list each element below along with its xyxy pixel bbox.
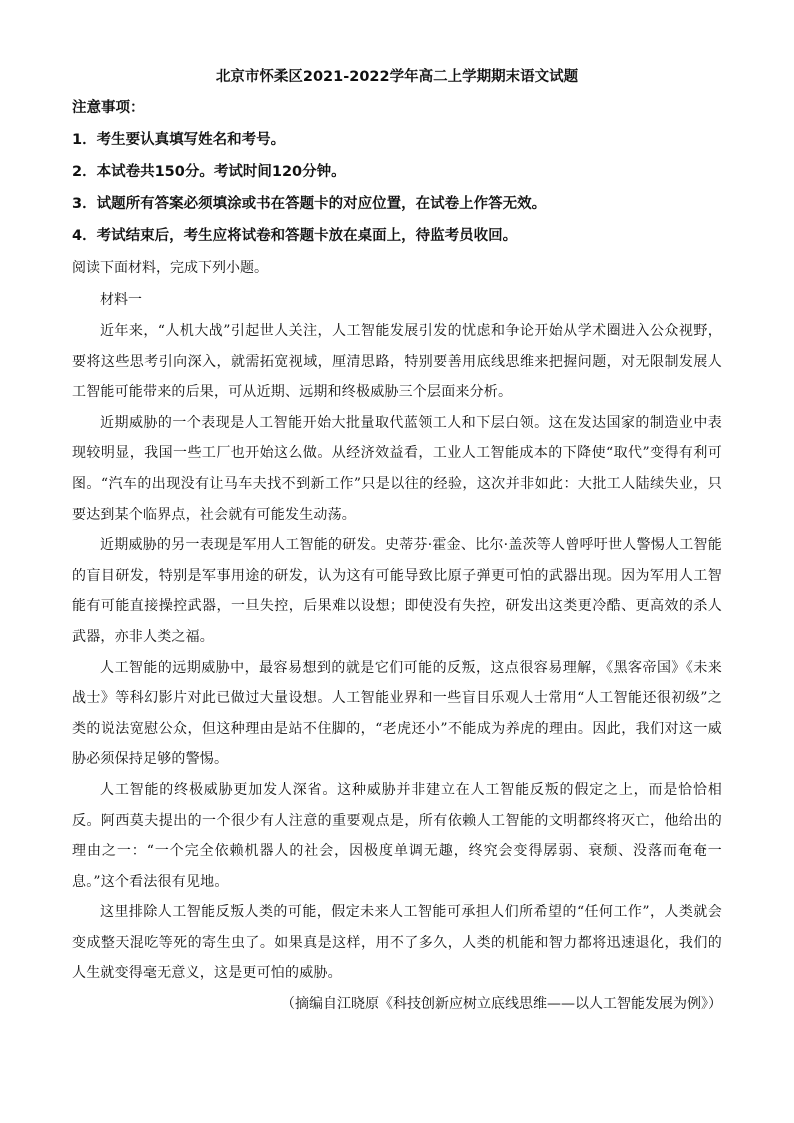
paragraph: 人工智能的终极威胁更加发人深省。这种威胁并非建立在人工智能反叛的假定之上，而是恰恰相反。阿西莫夫提出的一个很少有人注意的重要观点是，所有依赖人工智能的文明都终将灭亡，他给出的理由之一：“一个完全依赖机器人的社会，因极度单调无趣，终究会变得孱弱、衰颓、没落而奄奄一息。”这个看法很有见地。 (72, 781, 722, 890)
material-label: 材料一 (100, 292, 142, 308)
paragraph: 这里排除人工智能反叛人类的可能，假定未来人工智能可承担人们所希望的“任何工作”，人类就会变成整天混吃等死的寄生虫了。如果真是这样，用不了多久，人类的机能和智力都将迅速退化，我们的人生就变得毫无意义，这是更可怕的威胁。 (72, 904, 722, 982)
page-title: 北京市怀柔区2021-2022学年高二上学期期末语文试题 (215, 69, 579, 85)
notice-heading: 注意事项： (72, 100, 145, 116)
source-citation: （摘编自江晓原《科技创新应树立底线思维——以人工智能发展为例》） (281, 996, 722, 1013)
reading-instruction: 阅读下面材料，完成下列小题。 (72, 260, 268, 276)
exam-page (72, 60, 722, 1019)
notice-item-2: 2．本试卷共150分。考试时间120分钟。 (72, 164, 346, 180)
notice-item-1: 1．考生要认真填写姓名和考号。 (72, 132, 286, 148)
paragraph: 近期威胁的另一表现是军用人工智能的研发。史蒂芬·霍金、比尔·盖茨等人曾呼吁世人警惕人工智能的盲目研发，特别是军事用途的研发，认为这有可能导致比原子弹更可怕的武器出现。因为军用人工智能有可能直接操控武器，一旦失控，后果难以设想；即使没有失控，研发出这类更冷酷、更高效的杀人武器，亦非人类之福。 (72, 537, 722, 645)
notice-item-3: 3．试题所有答案必须填涂或书在答题卡的对应位置，在试卷上作答无效。 (72, 196, 547, 212)
notice-item-4: 4．考试结束后，考生应将试卷和答题卡放在桌面上，待监考员收回。 (72, 228, 518, 244)
paragraph: 近期威胁的一个表现是人工智能开始大批量取代蓝领工人和下层白领。这在发达国家的制造业中表现较明显，我国一些工厂也开始这么做。从经济效益看，工业人工智能成本的下降使“取代”变得有利可图。“汽车的出现没有让马车夫找不到新工作”只是以往的经验，这次并非如此：大批工人陆续失业，只要达到某个临界点，社会就有可能发生动荡。 (72, 414, 722, 523)
paragraph: 近年来，“人机大战”引起世人关注，人工智能发展引发的忧虑和争论开始从学术圈进入公众视野，要将这些思考引向深入，就需拓宽视域，厘清思路，特别要善用底线思维来把握问题，对无限制发展人工智能可能带来的后果，可从近期、远期和终极威胁三个层面来分析。 (72, 323, 722, 401)
paragraph: 人工智能的远期威胁中，最容易想到的就是它们可能的反叛，这点很容易理解，《黑客帝国》《未来战士》等科幻影片对此已做过大量设想。人工智能业界和一些盲目乐观人士常用“人工智能还很初级”之类的说法宽慰公众，但这种理由是站不住脚的，“老虎还小”不能成为养虎的理由。因此，我们对这一威胁必须保持足够的警惕。 (72, 659, 722, 768)
